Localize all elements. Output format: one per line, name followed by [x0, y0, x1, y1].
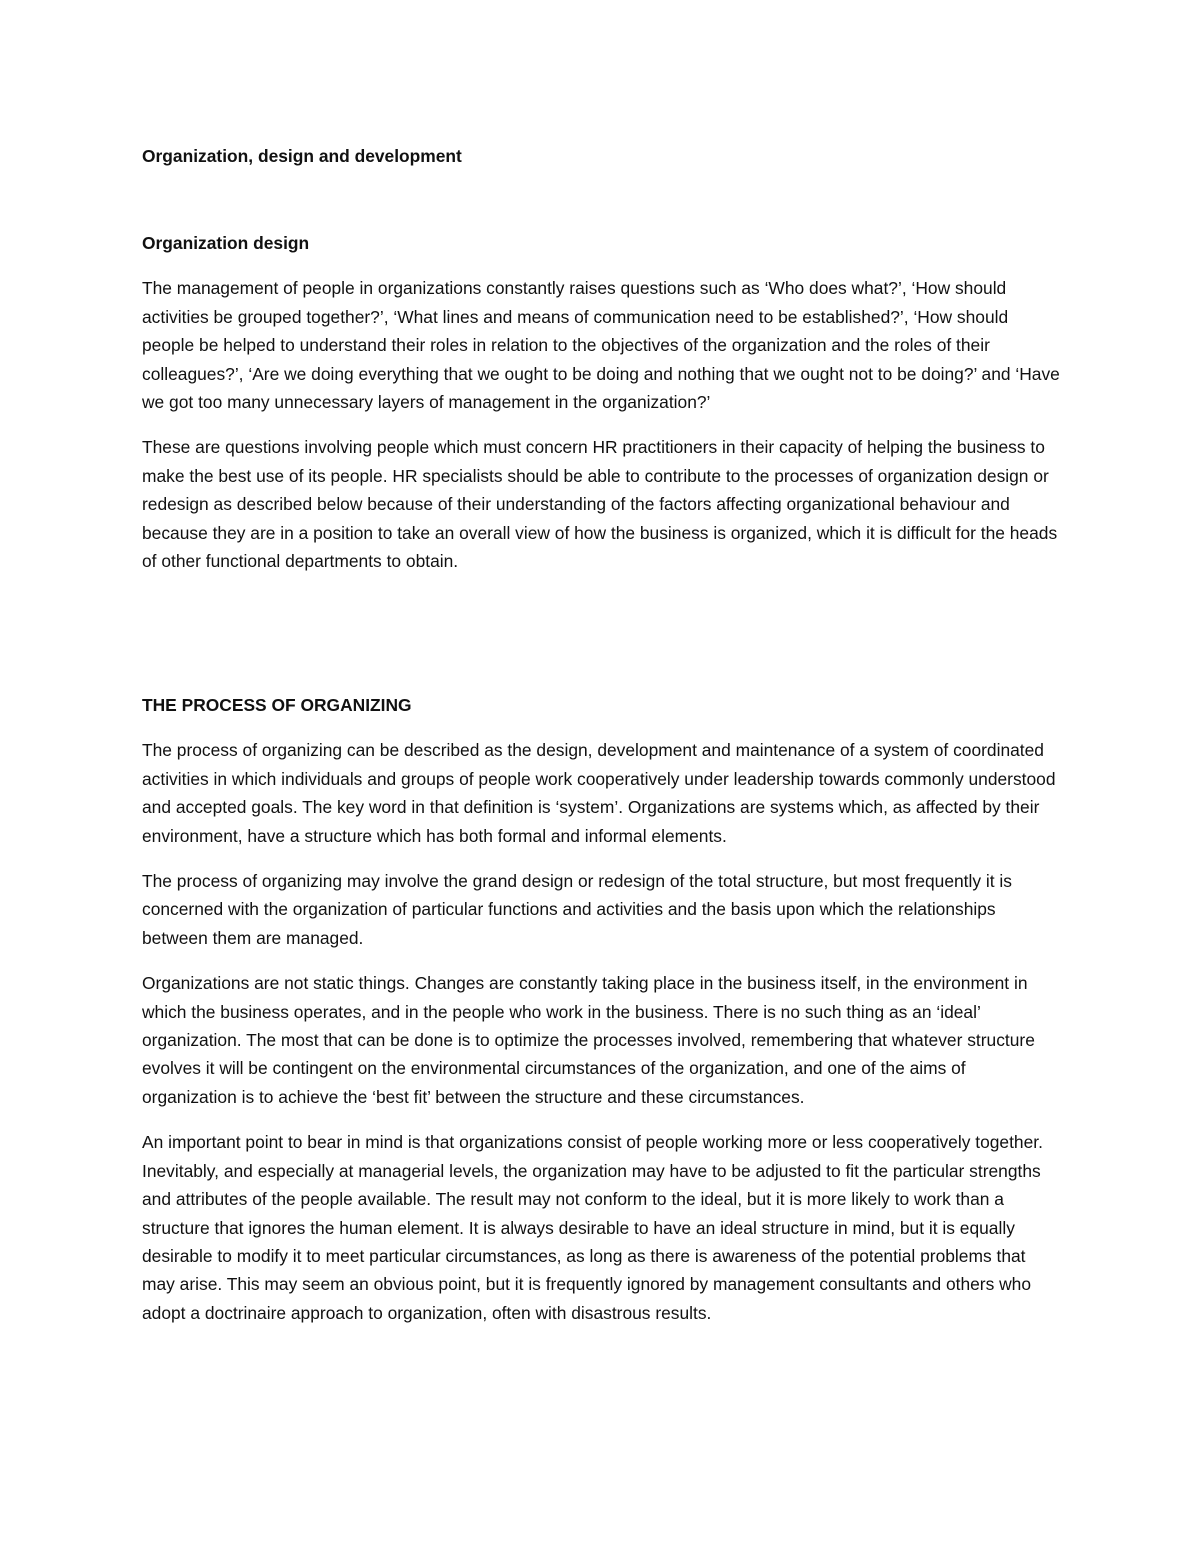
section-process-of-organizing	[142, 691, 1062, 1344]
paragraph: The process of organizing may involve the grand design or redesign of the total structure, but most frequently it is concerned with the organization of particular functions and activities and the basis upon which the relationships between them are managed.	[142, 871, 1012, 948]
paragraph: Organizations are not static things. Changes are constantly taking place in the business itself, in the environment in which the business operates, and in the people who work in the business. There is no such thing as an ‘ideal’ organization. The most that can be done is to optimize the processes involved, remembering that whatever structure evolves it will be contingent on the environmental circumstances of the organization, and one of the aims of organization is to achieve the ‘best fit’ between the structure and these circumstances.	[142, 973, 1035, 1107]
paragraph: The management of people in organizations constantly raises questions such as ‘Who does what?’, ‘How should activities be grouped together?’, ‘What lines and means of communication need to be established?’, ‘How should people be helped to understand their roles in relation to the objectives of the organization and the roles of their colleagues?’, ‘Are we doing everything that we ought to be doing and nothing that we ought not to be doing?’ and ‘Have we got too many unnecessary layers of management in the organization?’	[142, 278, 1060, 413]
paragraph: The process of organizing can be described as the design, development and maintenance of a system of coordinated activities in which individuals and groups of people work cooperatively under leadership towards commonly understood and accepted goals. The key word in that definition is ‘system’. Organizations are systems which, as affected by their environment, have a structure which has both formal and informal elements.	[142, 740, 1056, 846]
paragraph: These are questions involving people which must concern HR practitioners in their capacity of helping the business to make the best use of its people. HR specialists should be able to contribute to the processes of organization design or redesign as described below because of their understanding of the factors affecting organizational behaviour and because they are in a position to take an overall view of how the business is organized, which it is difficult for the heads of other functional departments to obtain.	[142, 437, 1058, 572]
section-heading: THE PROCESS OF ORGANIZING	[142, 695, 412, 715]
section-heading: Organization design	[142, 233, 310, 253]
document-title: Organization, design and development	[142, 146, 462, 166]
paragraph: An important point to bear in mind is that organizations consist of people working more or less cooperatively together. Inevitably, and especially at managerial levels, the organization may have to be adjusted to fit the particular strengths and attributes of the people available. The result may not conform to the ideal, but it is more likely to work than a structure that ignores the human element. It is always desirable to have an ideal structure in mind, but it is equally desirable to modify it to meet particular circumstances, as long as there is awareness of the potential problems that may arise. This may seem an obvious point, but it is frequently ignored by management consultants and others who adopt a doctrinaire approach to organization, often with disastrous results.	[142, 1132, 1043, 1323]
section-organization-design	[142, 229, 1062, 592]
